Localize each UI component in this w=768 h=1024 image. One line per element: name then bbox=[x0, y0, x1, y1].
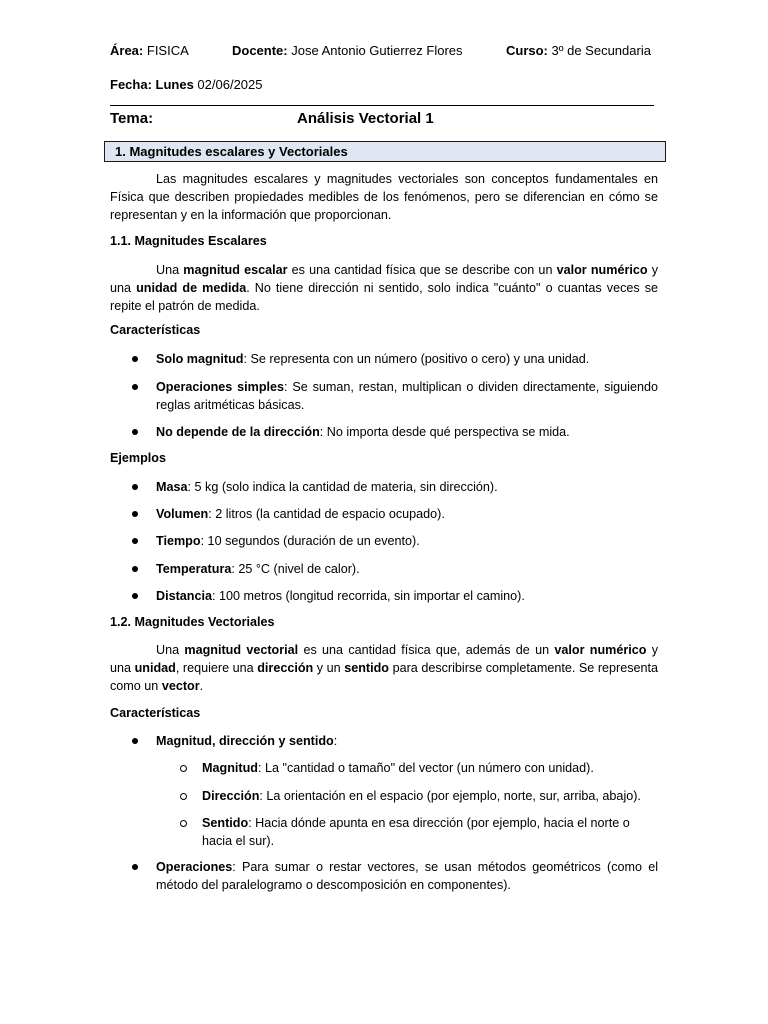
bullet-icon bbox=[132, 384, 138, 390]
vectoriales-caracteristicas-heading: Características bbox=[110, 706, 201, 720]
fecha-field bbox=[110, 77, 263, 92]
section-heading-box bbox=[104, 141, 666, 162]
circle-bullet-icon bbox=[180, 765, 187, 772]
bullet-icon bbox=[132, 738, 138, 744]
area-label: Área: bbox=[110, 43, 144, 58]
list-item: Volumen: 2 litros (la cantidad de espacio ocupado). bbox=[156, 507, 445, 521]
list-item: Distancia: 100 metros (longitud recorrida, sin importar el camino). bbox=[156, 589, 525, 603]
list-item: Solo magnitud: Se representa con un número (positivo o cero) y una unidad. bbox=[156, 352, 590, 366]
escalares-heading: 1.1. Magnitudes Escalares bbox=[110, 234, 267, 248]
vectoriales-paragraph: Una magnitud vectorial es una cantidad física que, además de un valor numérico y una unidad, requiere una dirección y un sentido para describirse completamente. Se representa como un vector. bbox=[110, 643, 659, 693]
docente-value: Jose Antonio Gutierrez Flores bbox=[291, 43, 463, 58]
tema-label: Tema: bbox=[110, 110, 154, 127]
fecha-label: Fecha: Lunes bbox=[110, 77, 194, 92]
list-item: Operaciones: Para sumar o restar vectores, se usan métodos geométricos (como el método del paralelogramo o descomposición en componentes). bbox=[156, 860, 658, 892]
docente-field bbox=[232, 43, 463, 58]
bullet-icon bbox=[132, 566, 138, 572]
list-item: Operaciones simples: Se suman, restan, multiplican o dividen directamente, siguiendo reglas aritméticas básicas. bbox=[156, 380, 658, 412]
tema-row bbox=[110, 110, 434, 127]
escalares-paragraph: Una magnitud escalar es una cantidad física que se describe con un valor numérico y una unidad de medida. No tiene dirección ni sentido, solo indica "cuánto" o cuantas veces se repite el patrón de medida. bbox=[110, 263, 659, 313]
list-item: Tiempo: 10 segundos (duración de un evento). bbox=[156, 534, 420, 548]
bullet-icon bbox=[132, 511, 138, 517]
list-item: No depende de la dirección: No importa desde qué perspectiva se mida. bbox=[156, 425, 570, 439]
escalares-caracteristicas-heading: Características bbox=[110, 323, 201, 337]
bullet-icon bbox=[132, 484, 138, 490]
sub-list-item: Magnitud: La "cantidad o tamaño" del vector (un número con unidad). bbox=[202, 761, 594, 775]
curso-field bbox=[506, 43, 651, 58]
bullet-icon bbox=[132, 538, 138, 544]
bullet-icon bbox=[132, 356, 138, 362]
curso-value: 3º de Secundaria bbox=[551, 43, 651, 58]
circle-bullet-icon bbox=[180, 793, 187, 800]
section-title: 1. Magnitudes escalares y Vectoriales bbox=[115, 144, 348, 159]
sub-list-item: Dirección: La orientación en el espacio (por ejemplo, norte, sur, arriba, abajo). bbox=[202, 789, 641, 803]
header-divider bbox=[110, 105, 654, 106]
sub-list-item: Sentido: Hacia dónde apunta en esa dirección (por ejemplo, hacia el norte o hacia el sur). bbox=[202, 816, 630, 848]
bullet-icon bbox=[132, 864, 138, 870]
vectoriales-heading: 1.2. Magnitudes Vectoriales bbox=[110, 615, 275, 629]
fecha-value: 02/06/2025 bbox=[197, 77, 263, 92]
list-item: Temperatura: 25 °C (nivel de calor). bbox=[156, 562, 360, 576]
intro-paragraph: Las magnitudes escalares y magnitudes vectoriales son conceptos fundamentales en Física que describen propiedades medibles de los fenómenos, pero se diferencian en cómo se representan y en la información que proporcionan. bbox=[110, 172, 658, 222]
circle-bullet-icon bbox=[180, 820, 187, 827]
curso-label: Curso: bbox=[506, 43, 548, 58]
ejemplos-heading: Ejemplos bbox=[110, 451, 166, 465]
list-item: Magnitud, dirección y sentido: bbox=[156, 734, 338, 748]
tema-title: Análisis Vectorial 1 bbox=[297, 110, 434, 127]
area-value: FISICA bbox=[146, 43, 189, 58]
bullet-icon bbox=[132, 429, 138, 435]
docente-label: Docente: bbox=[232, 43, 288, 58]
area-field bbox=[110, 43, 189, 58]
list-item: Masa: 5 kg (solo indica la cantidad de materia, sin dirección). bbox=[156, 480, 498, 494]
bullet-icon bbox=[132, 593, 138, 599]
